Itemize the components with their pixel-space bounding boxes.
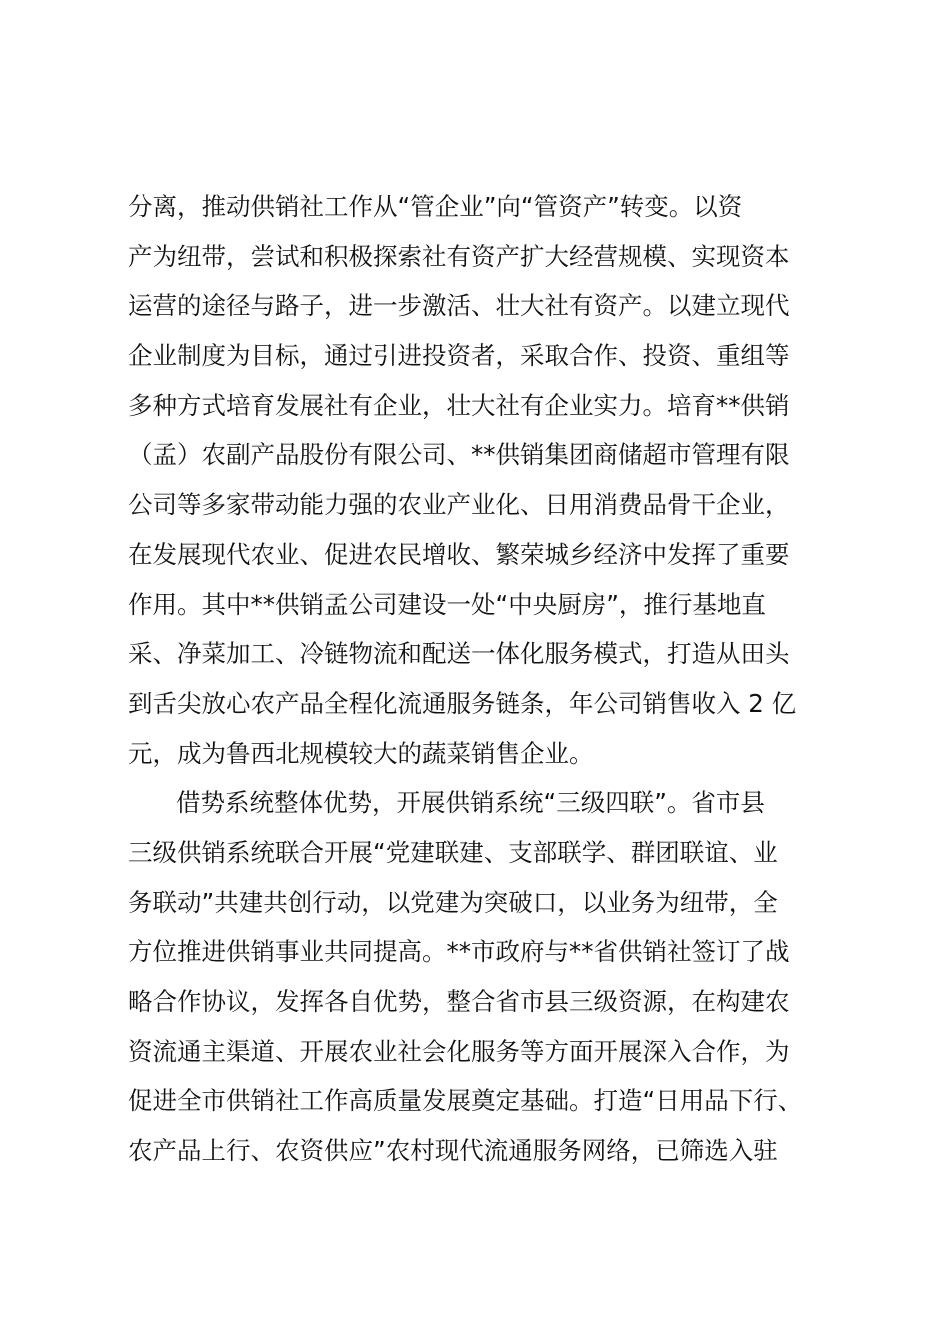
text-line: 务联动”共建共创行动，以党建为突破口，以业务为纽带，全 [128, 887, 778, 917]
text-line: 促进全市供销社工作高质量发展奠定基础。打造“日用品下行、 [128, 1086, 803, 1116]
text-line: 运营的途径与路子，进一步激活、壮大社有资产。以建立现代 [128, 291, 790, 321]
text-line-indented: 借势系统整体优势，开展供销系统“三级四联”。省市县 [176, 788, 765, 818]
paragraph-2 [128, 778, 833, 1176]
text-line: 作用。其中**供销孟公司建设一处“中央厨房”，推行基地直 [128, 589, 766, 619]
text-line: 分离，推动供销社工作从“管企业”向“管资产”转变。以资 [128, 192, 743, 221]
paragraph-1 [128, 182, 833, 778]
text-line: 元，成为鲁西北规模较大的蔬菜销售企业。 [128, 738, 594, 768]
text-line: （孟）农副产品股份有限公司、**供销集团商储超市管理有限 [128, 440, 790, 470]
body-text [128, 182, 833, 1176]
text-line: 略合作协议，发挥各自优势，整合省市县三级资源，在构建农 [128, 987, 790, 1016]
text-line: 多种方式培育发展社有企业，壮大社有企业实力。培育**供销 [128, 390, 790, 420]
text-line: 农产品上行、农资供应”农村现代流通服务网络，已筛选入驻 [128, 1136, 778, 1166]
text-line: 资流通主渠道、开展农业社会化服务等方面开展深入合作，为 [128, 1036, 790, 1066]
text-line: 到舌尖放心农产品全程化流通服务链条，年公司销售收入 2 亿 [128, 688, 797, 718]
text-line: 三级供销系统联合开展“党建联建、支部联学、群团联谊、业 [128, 837, 778, 867]
text-line: 公司等多家带动能力强的农业产业化、日用消费品骨干企业， [128, 490, 790, 520]
text-line: 采、净菜加工、冷链物流和配送一体化服务模式，打造从田头 [128, 639, 790, 669]
text-line: 方位推进供销事业共同提高。**市政府与**省供销社签订了战 [128, 937, 790, 967]
text-line: 企业制度为目标，通过引进投资者，采取合作、投资、重组等 [128, 341, 790, 371]
text-line: 产为纽带，尝试和积极探索社有资产扩大经营规模、实现资本 [128, 241, 790, 271]
text-line: 在发展现代农业、促进农民增收、繁荣城乡经济中发挥了重要 [128, 539, 790, 569]
